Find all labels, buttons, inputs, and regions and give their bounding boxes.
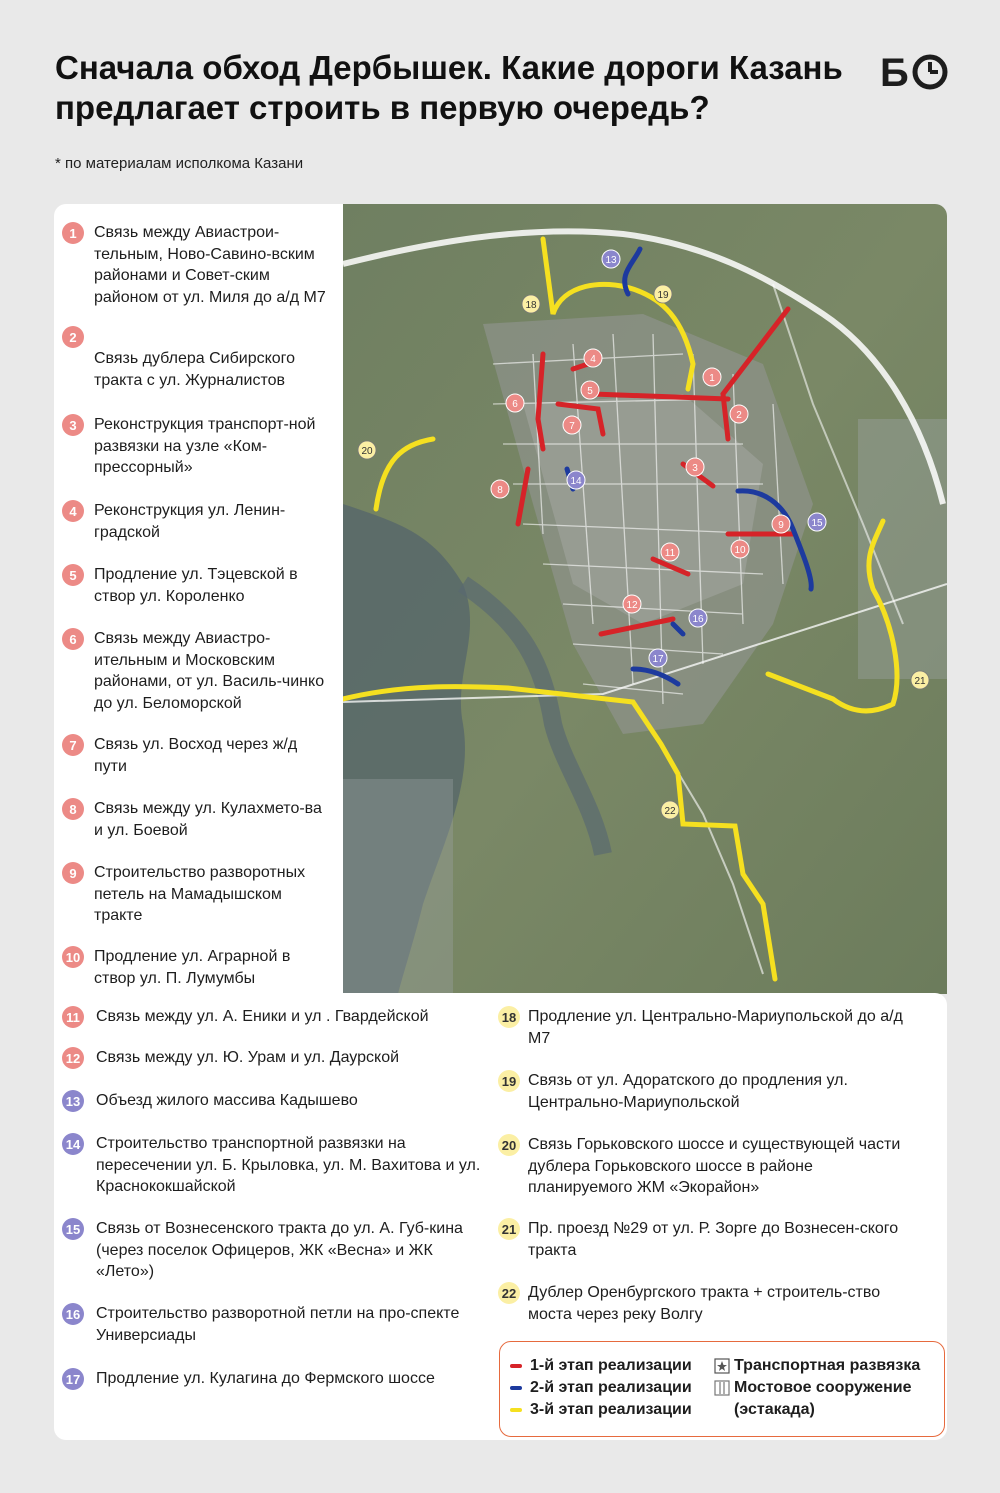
item-text: Реконструкция ул. Ленин-градской xyxy=(94,502,286,541)
item-number: 12 xyxy=(62,1047,84,1069)
item-number: 4 xyxy=(62,500,84,522)
svg-text:22: 22 xyxy=(664,806,676,817)
legend-item xyxy=(62,1133,482,1198)
map-canvas xyxy=(343,204,947,994)
legend-item xyxy=(62,564,332,607)
svg-text:10: 10 xyxy=(734,545,746,556)
yellow-line-icon xyxy=(510,1408,522,1412)
item-text: Связь между Авиастро-ительным и Московским районами, от ул. Василь-чинко до ул. Беломорской xyxy=(94,630,325,712)
item-text: Связь между Авиастрои-тельным, Ново-Савино-вским районами и Совет-ским районом от ул. Миля до а/д М7 xyxy=(94,224,326,306)
legend-stage3-label: 3-й этап реализации xyxy=(530,1401,692,1418)
legend-bridge-label: Мостовое сооружение xyxy=(734,1379,912,1396)
svg-text:20: 20 xyxy=(361,446,373,457)
legend-item xyxy=(62,1218,482,1283)
item-text: Связь от Вознесенского тракта до ул. А. Губ-кина (через поселок Офицеров, ЖК «Весна» и ЖК «Лето») xyxy=(96,1220,463,1280)
svg-text:16: 16 xyxy=(692,614,704,625)
item-number: 7 xyxy=(62,734,84,756)
legend-item xyxy=(62,1368,482,1390)
svg-text:8: 8 xyxy=(497,485,503,496)
item-text: Связь ул. Восход через ж/д пути xyxy=(94,736,298,775)
svg-text:7: 7 xyxy=(569,421,575,432)
map-legend xyxy=(499,1341,945,1437)
svg-text:4: 4 xyxy=(590,354,596,365)
item-number: 6 xyxy=(62,628,84,650)
svg-text:3: 3 xyxy=(692,463,698,474)
item-number: 15 xyxy=(62,1218,84,1240)
item-text: Продление ул. Тэцевской в створ ул. Короленко xyxy=(94,566,298,605)
bridge-icon xyxy=(714,1380,730,1396)
svg-text:Б: Б xyxy=(880,52,909,92)
legend-item xyxy=(62,222,332,308)
legend-stage1-label: 1-й этап реализации xyxy=(530,1357,692,1374)
junction-icon xyxy=(714,1358,730,1374)
item-number: 1 xyxy=(62,222,84,244)
item-number: 16 xyxy=(62,1303,84,1325)
svg-text:2: 2 xyxy=(736,410,742,421)
legend-item xyxy=(498,1134,918,1199)
svg-text:6: 6 xyxy=(512,399,518,410)
legend-item xyxy=(498,1282,918,1325)
item-text: Связь от ул. Адоратского до продления ул. Центрально-Мариупольской xyxy=(528,1072,848,1111)
legend-stage2 xyxy=(510,1379,692,1397)
legend-stage3 xyxy=(510,1401,692,1419)
item-number: 2 xyxy=(62,326,84,348)
item-number: 8 xyxy=(62,798,84,820)
item-text: Продление ул. Кулагина до Фермского шоссе xyxy=(96,1370,435,1387)
bo-logo xyxy=(880,52,950,92)
item-number: 14 xyxy=(62,1133,84,1155)
item-number: 10 xyxy=(62,946,84,968)
item-text: Продление ул. Аграрной в створ ул. П. Лумумбы xyxy=(94,948,291,987)
item-number: 3 xyxy=(62,414,84,436)
legend-item xyxy=(62,798,332,841)
svg-text:19: 19 xyxy=(657,290,669,301)
legend-junction-label: Транспортная развязка xyxy=(734,1357,921,1374)
item-text: Связь между ул. Ю. Урам и ул. Даурской xyxy=(96,1049,400,1066)
legend-item xyxy=(62,500,332,543)
svg-text:5: 5 xyxy=(587,386,593,397)
legend-item xyxy=(62,1303,482,1346)
item-number: 22 xyxy=(498,1282,520,1304)
svg-text:9: 9 xyxy=(778,520,784,531)
item-text: Объезд жилого массива Кадышево xyxy=(96,1092,358,1109)
map[interactable] xyxy=(343,204,947,994)
legend-item xyxy=(62,326,332,391)
legend-bridge xyxy=(714,1379,911,1397)
item-text: Пр. проезд №29 от ул. Р. Зорге до Вознесен-ского тракта xyxy=(528,1220,899,1259)
svg-text:1: 1 xyxy=(709,373,715,384)
legend-item xyxy=(62,862,332,927)
item-number: 13 xyxy=(62,1090,84,1112)
item-number: 11 xyxy=(62,1006,84,1028)
svg-text:11: 11 xyxy=(664,548,676,559)
item-text: Дублер Оренбургского тракта + строитель-ство моста через реку Волгу xyxy=(528,1284,881,1323)
item-text: Строительство разворотных петель на Мамадышском тракте xyxy=(94,864,306,924)
legend-stage1 xyxy=(510,1357,692,1375)
item-number: 21 xyxy=(498,1218,520,1240)
red-line-icon xyxy=(510,1364,522,1368)
svg-text:21: 21 xyxy=(914,676,926,687)
svg-text:18: 18 xyxy=(525,300,537,311)
legend-item xyxy=(498,1006,918,1049)
item-text: Связь дублера Сибирского тракта с ул. Журналистов xyxy=(94,350,296,389)
legend-item xyxy=(62,946,332,989)
item-text: Продление ул. Центрально-Мариупольской до а/д М7 xyxy=(528,1008,903,1047)
legend-item xyxy=(62,628,332,714)
legend-item xyxy=(62,1090,482,1112)
svg-text:17: 17 xyxy=(652,654,664,665)
blue-line-icon xyxy=(510,1386,522,1390)
legend-item xyxy=(62,734,332,777)
svg-text:15: 15 xyxy=(811,518,823,529)
legend-item xyxy=(62,414,332,479)
legend-item xyxy=(62,1047,482,1069)
legend-bridge-note xyxy=(734,1401,815,1419)
subtitle: * по материалам исполкома Казани xyxy=(55,155,304,172)
legend-item xyxy=(498,1070,918,1113)
legend-bridge-note-label: (эстакада) xyxy=(734,1401,815,1418)
item-text: Связь между ул. Кулахмето-ва и ул. Боевой xyxy=(94,800,322,839)
legend-item xyxy=(498,1218,918,1261)
page-title: Сначала обход Дербышек. Какие дороги Казань предлагает строить в первую очередь? xyxy=(55,49,843,126)
item-text: Строительство разворотной петли на про-спекте Универсиады xyxy=(96,1305,460,1344)
item-number: 18 xyxy=(498,1006,520,1028)
svg-text:13: 13 xyxy=(605,255,617,266)
svg-text:14: 14 xyxy=(570,476,582,487)
legend-item xyxy=(62,1006,482,1028)
item-text: Связь между ул. А. Еники и ул . Гвардейской xyxy=(96,1008,429,1025)
item-number: 19 xyxy=(498,1070,520,1092)
item-number: 20 xyxy=(498,1134,520,1156)
item-text: Реконструкция транспорт-ной развязки на узле «Ком-прессорный» xyxy=(94,416,316,476)
item-text: Строительство транспортной развязки на пересечении ул. Б. Крыловка, ул. М. Вахитова и ул. Краснококшайской xyxy=(96,1135,481,1195)
legend-junction xyxy=(714,1357,920,1375)
item-number: 5 xyxy=(62,564,84,586)
svg-text:12: 12 xyxy=(626,600,638,611)
item-number: 17 xyxy=(62,1368,84,1390)
item-number: 9 xyxy=(62,862,84,884)
legend-stage2-label: 2-й этап реализации xyxy=(530,1379,692,1396)
item-text: Связь Горьковского шоссе и существующей части дублера Горьковского шоссе в районе планируемого ЖМ «Экорайон» xyxy=(528,1136,901,1196)
